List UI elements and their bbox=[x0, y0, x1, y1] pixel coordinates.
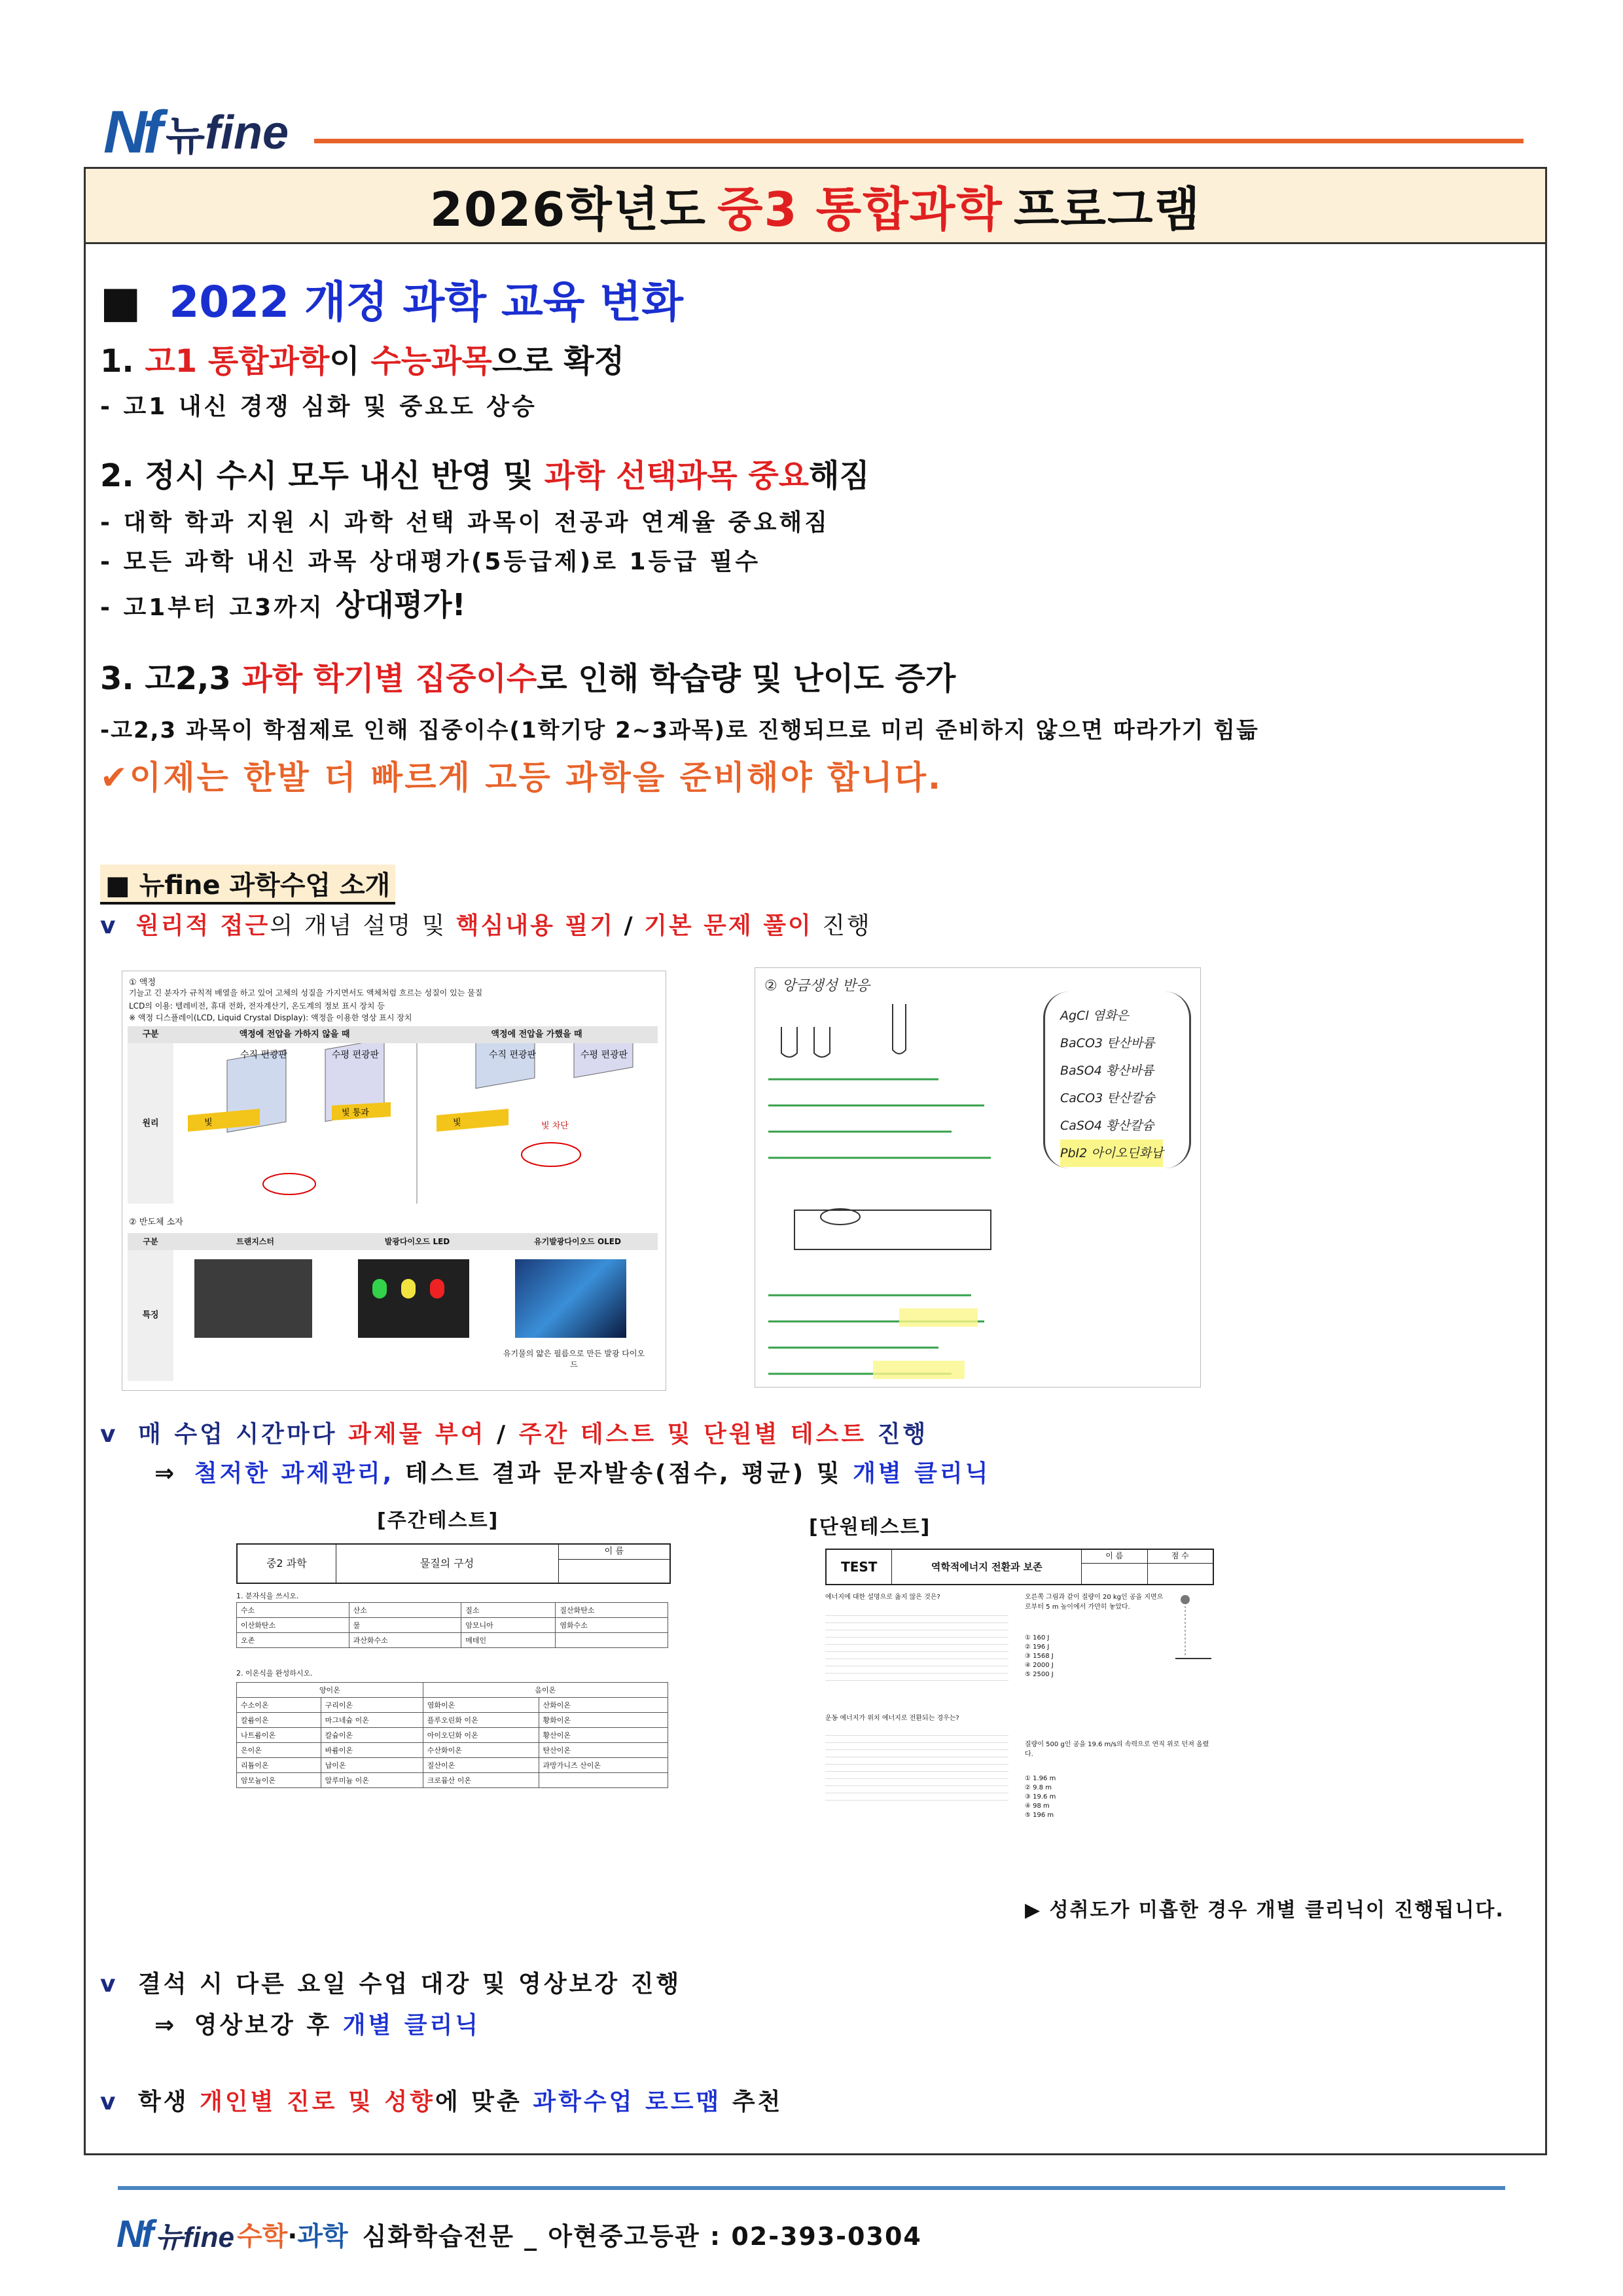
footer-logo-fine: 뉴fine bbox=[155, 2221, 234, 2253]
bullet2-sub-b: 테스트 결과 문자발송(점수, 평균) 및 bbox=[404, 1460, 842, 1487]
q2-cell: 산화이온 bbox=[539, 1698, 668, 1713]
callout: ✔이제는 한발 더 빠르게 고등 과학을 준비해야 합니다. bbox=[100, 759, 943, 797]
item2-sub-2: - 모든 과학 내신 과목 상대평가(5등급제)로 1등급 필수 bbox=[100, 548, 761, 575]
item3-num: 3. bbox=[100, 660, 134, 697]
weekly-topic: 물질의 구성 bbox=[336, 1545, 559, 1583]
bullet4 bbox=[100, 2083, 783, 2117]
bullet2-a: 매 수업 시간마다 bbox=[138, 1421, 338, 1448]
semi-head-1: 트랜지스터 bbox=[236, 1237, 274, 1246]
q2-cell: 수산화이온 bbox=[423, 1743, 539, 1758]
q1-cell: 메테인 bbox=[461, 1633, 556, 1648]
precip-list bbox=[1060, 1002, 1163, 1167]
bullet3-sub bbox=[154, 2007, 480, 2040]
section1-heading-text: 2022 개정 과학 교육 변화 bbox=[169, 277, 683, 327]
bullet2 bbox=[100, 1416, 928, 1449]
item2-sub-1: - 대학 학과 지원 시 과학 선택 과목이 전공과 연계율 중요해짐 bbox=[100, 509, 830, 536]
precip-item-3: CaCO3 탄산칼슘 bbox=[1060, 1091, 1155, 1105]
lcd-head-1: 액정에 전압을 가하지 않을 때 bbox=[239, 1030, 350, 1039]
bullet2-sub-c: 개별 클리닉 bbox=[853, 1460, 991, 1487]
bullet4-a: 학생 bbox=[138, 2089, 189, 2115]
bullet4-b: 개인별 진로 및 성향 bbox=[200, 2089, 435, 2115]
q1-cell: 질산화탄소 bbox=[556, 1603, 668, 1618]
footer-logo-mark: Nf bbox=[116, 2213, 152, 2255]
q1-cell: 산소 bbox=[349, 1603, 461, 1618]
q2-cell: 납이온 bbox=[321, 1758, 423, 1773]
unit-test-label: TEST bbox=[827, 1550, 892, 1584]
check-v-icon: v bbox=[100, 912, 118, 939]
bullet2-b: 과제물 부여 bbox=[348, 1421, 486, 1448]
weekly-q1: 1. 분자식을 쓰시오. bbox=[236, 1592, 299, 1600]
q5-opt: ① 160 J bbox=[1025, 1634, 1050, 1641]
unit-q2: 운동 에너지가 위치 에너지로 전환되는 경우는? bbox=[825, 1715, 959, 1722]
bullet3-sub-a: 영상보강 후 bbox=[194, 2012, 332, 2039]
lcd-head-2: 액정에 전압을 가했을 때 bbox=[491, 1030, 582, 1039]
q2-cell: 암모늄이온 bbox=[237, 1773, 321, 1788]
q2-cell: 구리이온 bbox=[321, 1698, 423, 1713]
note-line2: LCD의 이용: 텔레비전, 휴대 전화, 전자계산기, 온도계의 정보 표시 장치 등 bbox=[129, 1001, 385, 1011]
footer-rule bbox=[118, 2186, 1505, 2190]
pass-label: 빛 통과 bbox=[342, 1108, 369, 1118]
lecture-note-lcd-image bbox=[122, 971, 666, 1391]
item2 bbox=[100, 450, 870, 495]
unit-q5-options bbox=[1025, 1634, 1054, 1679]
note-title: ① 액정 bbox=[129, 978, 156, 988]
semi-head-2: 발광다이오드 LED bbox=[384, 1237, 450, 1246]
note-line1: 기늘고 긴 분자가 규칙적 배열을 하고 있어 고체의 성질을 가지면서도 액체처럼 흐르는 성질이 있는 물질 bbox=[129, 988, 483, 997]
q1-cell: 염화수소 bbox=[556, 1618, 668, 1633]
bullet4-d: 과학수업 로드맵 bbox=[533, 2089, 722, 2115]
bullet2-e: 진행 bbox=[877, 1421, 929, 1448]
handwritten-note-image bbox=[755, 967, 1201, 1388]
bullet2-c: / bbox=[497, 1421, 508, 1448]
item1 bbox=[100, 336, 624, 381]
lcd-head-0: 구분 bbox=[142, 1030, 159, 1039]
q6-opt: ⑤ 196 m bbox=[1025, 1812, 1054, 1819]
lcd-table-header bbox=[128, 1026, 658, 1043]
page-title bbox=[86, 169, 1545, 244]
bullet1-f: 진행 bbox=[822, 912, 872, 939]
bullet1-b: 의 개념 설명 및 bbox=[270, 912, 447, 939]
logo-fine: fine bbox=[204, 106, 289, 159]
q5-opt: ⑤ 2500 J bbox=[1025, 1671, 1054, 1678]
ball-drop-figure bbox=[1175, 1593, 1211, 1665]
footer-subjects bbox=[237, 2215, 348, 2253]
q2-cell: 과망가니즈 산이온 bbox=[539, 1758, 668, 1773]
semi-head-3: 유기발광다이오드 OLED bbox=[534, 1237, 621, 1246]
oled-photo bbox=[515, 1259, 626, 1338]
check-v-icon: v bbox=[100, 1971, 118, 1998]
lcd-diagram bbox=[175, 1043, 659, 1204]
q5-opt: ④ 2000 J bbox=[1025, 1662, 1054, 1669]
polar-h-label-2: 수평 편광판 bbox=[580, 1050, 628, 1060]
item3-a: 고2,3 bbox=[145, 660, 231, 697]
weekly-q2-table bbox=[236, 1682, 668, 1788]
heading-square-icon: ■ bbox=[100, 277, 141, 327]
item3 bbox=[100, 653, 955, 698]
precip-item-2: BaSO4 황산바륨 bbox=[1060, 1064, 1154, 1078]
q5-opt: ② 196 J bbox=[1025, 1643, 1050, 1651]
bullet2-d: 주간 테스트 및 단원별 테스트 bbox=[518, 1421, 867, 1448]
q2-cell bbox=[539, 1773, 668, 1788]
footer-sub-math: 수학 bbox=[236, 2221, 288, 2251]
unit-q2-options bbox=[825, 1729, 1008, 1801]
q2-head: 음이온 bbox=[423, 1683, 668, 1698]
title-program: 프로그램 bbox=[1013, 182, 1202, 237]
q2-cell: 칼륨이온 bbox=[237, 1713, 321, 1728]
q1-cell: 과산화수소 bbox=[349, 1633, 461, 1648]
bullet1-d: / bbox=[624, 912, 635, 939]
item2-b: 과학 선택과목 중요 bbox=[544, 457, 810, 494]
section1-heading bbox=[100, 267, 683, 329]
item2-c: 해짐 bbox=[809, 457, 870, 494]
bullet1 bbox=[100, 907, 872, 941]
note-line3: ※ 액정 디스플레이(LCD, Liquid Crystal Display): 액정을 이용한 영상 표시 장치 bbox=[129, 1013, 412, 1022]
bullet1-c: 핵심내용 필기 bbox=[455, 912, 615, 939]
logo-nu: 뉴 bbox=[166, 112, 205, 160]
q1-cell: 이산화탄소 bbox=[237, 1618, 349, 1633]
oled-desc: 유기물의 얇은 필름으로 만든 발광 다이오드 bbox=[503, 1349, 645, 1369]
q2-cell: 나트륨이온 bbox=[237, 1728, 321, 1743]
item1-d: 으로 확정 bbox=[491, 343, 625, 380]
q2-cell: 황산이온 bbox=[539, 1728, 668, 1743]
weekly-q2: 2. 이온식을 완성하시오. bbox=[236, 1669, 313, 1677]
weekly-header-box bbox=[236, 1543, 671, 1584]
precip-item-5: PbI2 아이오딘화납 bbox=[1060, 1139, 1163, 1167]
item2-sub3-a: - 고1부터 고3까지 bbox=[100, 594, 325, 621]
item3-sub: -고2,3 과목이 학점제로 인해 집중이수(1학기당 2~3과목)로 진행되므로 미리 준비하지 않으면 따라가기 힘듦 bbox=[100, 717, 1259, 744]
bullet3-sub-b: 개별 클리닉 bbox=[342, 2012, 481, 2039]
q2-cell: 염화이온 bbox=[423, 1698, 539, 1713]
q2-cell: 은이온 bbox=[237, 1743, 321, 1758]
section2-heading: ■ 뉴fine 과학수업 소개 bbox=[100, 865, 395, 905]
bullet2-sub-a: 철저한 과제관리, bbox=[194, 1460, 395, 1487]
semi-head-0: 구분 bbox=[143, 1237, 158, 1246]
header-rule bbox=[314, 139, 1524, 143]
q6-opt: ① 1.96 m bbox=[1025, 1775, 1056, 1782]
q2-cell: 플루오린화 이온 bbox=[423, 1713, 539, 1728]
footer bbox=[116, 2212, 922, 2256]
weekly-caption: [주간테스트] bbox=[377, 1509, 499, 1532]
q2-head: 양이온 bbox=[237, 1683, 423, 1698]
q1-cell: 암모니아 bbox=[461, 1618, 556, 1633]
unit-name-label: 이 름 bbox=[1082, 1550, 1147, 1564]
item1-sub: - 고1 내신 경쟁 심화 및 중요도 상승 bbox=[100, 393, 537, 420]
q2-cell: 마그네슘 이온 bbox=[321, 1713, 423, 1728]
q2-cell: 수소이온 bbox=[237, 1698, 321, 1713]
unit-score-label: 점 수 bbox=[1148, 1550, 1213, 1564]
unit-topic: 역학적에너지 전환과 보존 bbox=[892, 1550, 1082, 1584]
polar-v-label-1: 수직 편광판 bbox=[240, 1050, 288, 1060]
q1-cell: 질소 bbox=[461, 1603, 556, 1618]
q2-cell: 바륨이온 bbox=[321, 1743, 423, 1758]
transistor-photo bbox=[194, 1259, 312, 1338]
item2-sub3-b: 상대평가! bbox=[335, 587, 466, 622]
led-photo bbox=[358, 1259, 469, 1338]
title-course: 중3 통합과학 bbox=[717, 182, 1003, 237]
weekly-subject: 중2 과학 bbox=[238, 1545, 336, 1583]
weekly-name-label: 이 름 bbox=[559, 1545, 669, 1560]
logo-mark: Nf bbox=[103, 99, 160, 166]
item1-num: 1. bbox=[100, 343, 134, 380]
brand-logo bbox=[103, 98, 289, 167]
bullet1-a: 원리적 접근 bbox=[135, 912, 270, 939]
q2-cell: 질산이온 bbox=[423, 1758, 539, 1773]
q2-cell: 크로뮴산 이온 bbox=[423, 1773, 539, 1788]
polar-h-label-1: 수평 편광판 bbox=[332, 1050, 380, 1060]
clinic-note: ▶ 성취도가 미흡한 경우 개별 클리닉이 진행됩니다. bbox=[1025, 1899, 1505, 1922]
q6-opt: ② 9.8 m bbox=[1025, 1784, 1052, 1791]
q1-cell bbox=[556, 1633, 668, 1648]
footer-contact: 심화학습전문 _ 아현중고등관 : 02-393-0304 bbox=[362, 2222, 922, 2251]
footer-sub-dot: · bbox=[287, 2221, 298, 2251]
q6-opt: ④ 98 m bbox=[1025, 1803, 1050, 1810]
handwritten-sketch bbox=[755, 968, 1037, 1387]
polar-v-label-2: 수직 편광판 bbox=[489, 1050, 537, 1060]
q2-cell: 황화이온 bbox=[539, 1713, 668, 1728]
q2-cell: 아이오딘화 이온 bbox=[423, 1728, 539, 1743]
unit-q1: 에너지에 대한 설명으로 옳지 않은 것은? bbox=[825, 1594, 940, 1601]
semiconductor-title: ② 반도체 소자 bbox=[129, 1217, 183, 1227]
bullet2-sub bbox=[154, 1455, 990, 1488]
arrow-icon: ⇒ bbox=[154, 2012, 177, 2039]
q1-cell: 오존 bbox=[237, 1633, 349, 1648]
item2-num: 2. bbox=[100, 457, 134, 494]
check-v-icon: v bbox=[100, 1421, 118, 1448]
precip-title: ② 앙금생성 반응 bbox=[764, 978, 870, 994]
weekly-test-image bbox=[236, 1543, 681, 1877]
bullet3-a: 결석 시 다른 요일 수업 대강 및 영상보강 진행 bbox=[138, 1971, 682, 1998]
item2-a: 정시 수시 모두 내신 반영 및 bbox=[145, 457, 533, 494]
unit-caption: [단원테스트] bbox=[809, 1516, 931, 1539]
title-year: 2026학년도 bbox=[429, 182, 707, 237]
unit-header-box bbox=[825, 1549, 1214, 1585]
semi-table-header bbox=[128, 1233, 658, 1250]
arrow-icon: ⇒ bbox=[154, 1460, 177, 1487]
check-v-icon: v bbox=[100, 2089, 118, 2115]
item1-a: 고1 통합과학 bbox=[145, 343, 330, 380]
item3-b: 과학 학기별 집중이수 bbox=[241, 660, 537, 697]
content-frame bbox=[84, 167, 1547, 2155]
q5-opt: ③ 1568 J bbox=[1025, 1653, 1054, 1660]
unit-q6-options bbox=[1025, 1774, 1056, 1820]
light-label-1: 빛 bbox=[204, 1118, 213, 1128]
precip-item-0: AgCl 염화은 bbox=[1060, 1009, 1129, 1023]
lcd-row-label: 원리 bbox=[128, 1043, 173, 1204]
bullet4-e: 추천 bbox=[732, 2089, 783, 2115]
bullet3 bbox=[100, 1965, 681, 1999]
bullet4-c: 에 맞춘 bbox=[435, 2089, 522, 2115]
unit-q6: 질량이 500 g인 공을 19.6 m/s의 속력으로 연직 위로 던져 올렸다. bbox=[1025, 1741, 1209, 1758]
precip-item-1: BaCO3 탄산바륨 bbox=[1060, 1036, 1155, 1050]
bullet1-e: 기본 문제 풀이 bbox=[644, 912, 813, 939]
light-label-2: 빛 bbox=[453, 1118, 461, 1128]
q2-cell: 탄산이온 bbox=[539, 1743, 668, 1758]
unit-test-image bbox=[825, 1549, 1218, 1876]
q2-cell: 칼슘이온 bbox=[321, 1728, 423, 1743]
unit-q1-options bbox=[825, 1609, 1008, 1681]
q2-cell: 리튬이온 bbox=[237, 1758, 321, 1773]
item2-sub-3 bbox=[100, 581, 466, 624]
q1-cell: 물 bbox=[349, 1618, 461, 1633]
item1-c: 수능과목 bbox=[370, 343, 492, 380]
unit-q5: 오른쪽 그림과 같이 질량이 20 kg인 공을 지면으로부터 5 m 높이에서 가만히 놓았다. bbox=[1025, 1594, 1164, 1611]
q2-cell: 알루미늄 이온 bbox=[321, 1773, 423, 1788]
precip-item-4: CaSO4 황산칼슘 bbox=[1060, 1119, 1154, 1133]
item1-b: 이 bbox=[329, 343, 360, 380]
semi-row-label: 특징 bbox=[128, 1250, 173, 1381]
weekly-q1-table bbox=[236, 1602, 668, 1648]
item3-c: 로 인해 학습량 및 난이도 증가 bbox=[537, 660, 956, 697]
footer-sub-science: 과학 bbox=[297, 2221, 348, 2251]
q6-opt: ③ 19.6 m bbox=[1025, 1793, 1056, 1801]
q1-cell: 수소 bbox=[237, 1603, 349, 1618]
block-label: 빛 차단 bbox=[541, 1121, 569, 1131]
